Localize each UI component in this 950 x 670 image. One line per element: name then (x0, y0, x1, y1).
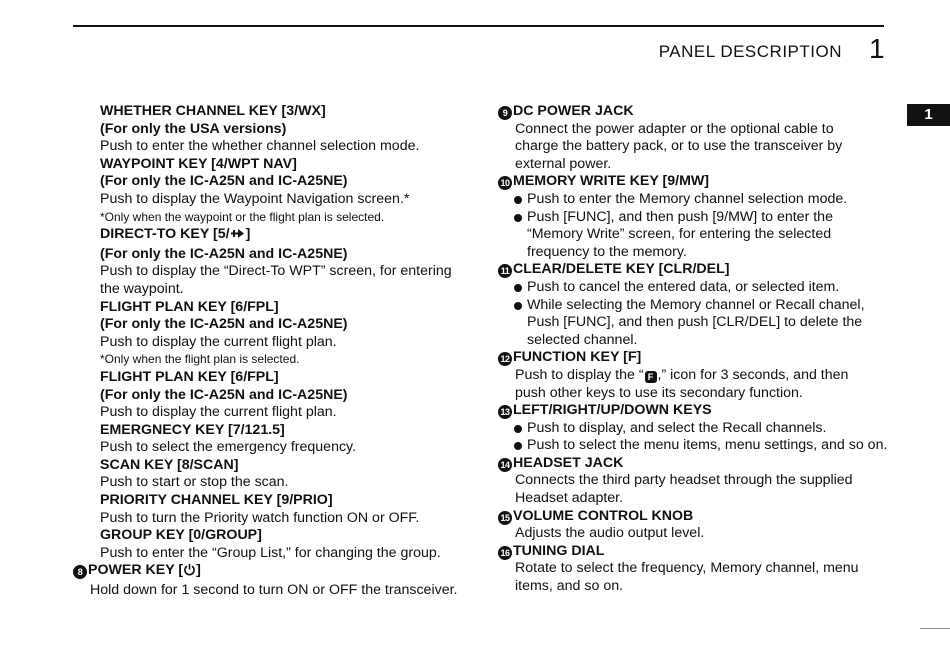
left-column (73, 103, 493, 600)
memory-write-bullet-2-cont: “Memory Write” screen, for entering the selected (527, 226, 832, 243)
dc-jack-desc-3: external power. (515, 155, 612, 172)
emergency-key-title: EMERGNECY KEY [7/121.5] (100, 421, 285, 438)
power-key-title-text: POWER KEY [ (88, 562, 184, 579)
wpt-key-note: (For only the IC-A25N and IC-A25NE) (100, 173, 348, 190)
bullet-dot (514, 284, 522, 292)
arrow-keys-title (498, 402, 908, 420)
dc-jack-title-text: DC POWER JACK (513, 103, 634, 119)
arrow-keys-bullet-2 (498, 437, 908, 455)
tuning-dial-title (498, 543, 908, 561)
function-key-desc-2: push other keys to use its secondary function. (515, 384, 803, 401)
flight-plan-key-note: (For only the IC-A25N and IC-A25NE) (100, 316, 348, 333)
wx-key-note: (For only the USA versions) (100, 120, 287, 137)
group-key-title: GROUP KEY [0/GROUP] (100, 527, 262, 544)
wpt-key-footnote: *Only when the waypoint or the flight plan is selected. (100, 209, 385, 224)
memory-write-bullet-2 (498, 209, 908, 227)
wpt-key-title: WAYPOINT KEY [4/WPT NAV] (100, 155, 297, 172)
power-key-title-end: ] (196, 562, 201, 579)
bullet-dot (514, 196, 522, 204)
clear-delete-bullet-2 (498, 297, 908, 315)
item-number-badge: 15 (498, 511, 512, 525)
bullet-dot (514, 214, 522, 222)
group-key-desc: Push to enter the “Group List,” for changing the group. (100, 544, 441, 561)
item-number-badge: 8 (73, 565, 87, 579)
bullet-dot (514, 302, 522, 310)
tuning-dial-desc: Rotate to select the frequency, Memory channel, menu (515, 560, 859, 577)
flight-plan-key-title: FLIGHT PLAN KEY [6/FPL] (100, 298, 279, 315)
arrow-keys-title-text: LEFT/RIGHT/UP/DOWN KEYS (513, 402, 712, 419)
dc-jack-desc-2: charge the battery pack, or to use the transceiver by (515, 138, 843, 155)
headset-jack-title (498, 455, 908, 473)
function-key-desc (498, 367, 908, 385)
dc-jack-title (498, 103, 908, 121)
bullet-text: Push to cancel the entered data, or selected item. (527, 278, 840, 295)
bullet-text: Push to select the menu items, menu settings, and so on. (527, 437, 888, 454)
bullet-text: Push to enter the Memory channel selection mode. (527, 190, 848, 207)
clear-delete-title (498, 261, 908, 279)
clear-delete-title-text: CLEAR/DELETE KEY [CLR/DEL] (513, 261, 730, 278)
memory-write-title (498, 173, 908, 191)
function-key-title-text: FUNCTION KEY [F] (513, 349, 642, 366)
headset-jack-desc: Connects the third party headset through the supplied (515, 472, 853, 489)
memory-write-bullet-2-cont-2: frequency to the memory. (527, 243, 687, 260)
priority-key-title: PRIORITY CHANNEL KEY [9/PRIO] (100, 492, 333, 509)
bullet-dot (514, 425, 522, 433)
volume-knob-desc: Adjusts the audio output level. (515, 525, 705, 542)
power-key-desc: Hold down for 1 second to turn ON or OFF the transceiver. (90, 582, 458, 599)
section-title: PANEL DESCRIPTION (658, 42, 842, 61)
memory-write-title-text: MEMORY WRITE KEY [9/MW] (513, 173, 709, 190)
section-number: 1 (869, 33, 885, 64)
emergency-key-desc: Push to select the emergency frequency. (100, 439, 357, 456)
direct-to-key-title-text: DIRECT-TO KEY [5/ (100, 226, 230, 243)
function-f-icon: F (645, 371, 657, 383)
flight-plan-key-desc: Push to display the current flight plan. (100, 333, 337, 350)
function-key-desc-text-2: ,” icon for 3 seconds, and then (657, 366, 849, 383)
item-number-badge: 14 (498, 458, 512, 472)
flight-plan-key-title-2: FLIGHT PLAN KEY [6/FPL] (100, 368, 279, 385)
chapter-tab: 1 (907, 104, 950, 126)
flight-plan-key-footnote: *Only when the flight plan is selected. (100, 352, 300, 367)
item-number-badge: 11 (498, 264, 512, 278)
wpt-key-desc: Push to display the Waypoint Navigation screen.* (100, 190, 410, 207)
bullet-text: While selecting the Memory channel or Recall chanel, (527, 296, 865, 313)
memory-write-bullet (498, 191, 908, 209)
flight-plan-key-note-2: (For only the IC-A25N and IC-A25NE) (100, 386, 348, 403)
direct-to-key-note: (For only the IC-A25N and IC-A25NE) (100, 245, 348, 262)
wx-key-desc: Push to enter the whether channel selection mode. (100, 138, 420, 155)
clear-delete-bullet (498, 279, 908, 297)
clear-delete-bullet-2-cont-2: selected channel. (527, 331, 638, 348)
scan-key-desc: Push to start or stop the scan. (100, 474, 289, 491)
direct-to-key-title-end: ] (245, 226, 251, 243)
power-icon (183, 563, 196, 582)
priority-key-desc: Push to turn the Priority watch function ON or OFF. (100, 509, 420, 526)
bullet-text: Push to display, and select the Recall channels. (527, 419, 827, 436)
direct-to-key-desc: Push to display the “Direct-To WPT” screen, for entering (100, 263, 452, 280)
function-key-desc-text: Push to display the “ (515, 366, 644, 383)
power-key-title (73, 562, 493, 582)
item-number-badge: 9 (498, 106, 512, 120)
clear-delete-bullet-2-cont: Push [FUNC], and then push [CLR/DEL] to delete the (527, 314, 863, 331)
wx-key-title: WHETHER CHANNEL KEY [3/WX] (100, 103, 326, 119)
direct-to-key-desc-cont: the waypoint. (100, 280, 184, 297)
volume-knob-title-text: VOLUME CONTROL KNOB (513, 507, 694, 524)
tuning-dial-desc-2: items, and so on. (515, 578, 624, 595)
footer-mark (920, 628, 950, 629)
item-number-badge: 12 (498, 352, 512, 366)
right-column (498, 103, 908, 596)
item-number-badge: 10 (498, 176, 512, 190)
headset-jack-desc-2: Headset adapter. (515, 490, 624, 507)
scan-key-title: SCAN KEY [8/SCAN] (100, 456, 239, 473)
item-number-badge: 13 (498, 405, 512, 419)
direct-to-icon (230, 227, 246, 246)
bullet-text: Push [FUNC], and then push [9/MW] to enter the (527, 208, 833, 225)
item-number-badge: 16 (498, 546, 512, 560)
tuning-dial-title-text: TUNING DIAL (513, 542, 605, 559)
dc-jack-desc: Connect the power adapter or the optional cable to (515, 120, 834, 137)
volume-knob-title (498, 508, 908, 526)
flight-plan-key-desc-2: Push to display the current flight plan. (100, 404, 337, 421)
function-key-title (498, 349, 908, 367)
headset-jack-title-text: HEADSET JACK (513, 454, 624, 471)
direct-to-key-title (73, 226, 493, 246)
arrow-keys-bullet (498, 420, 908, 438)
header-rule (73, 25, 884, 27)
